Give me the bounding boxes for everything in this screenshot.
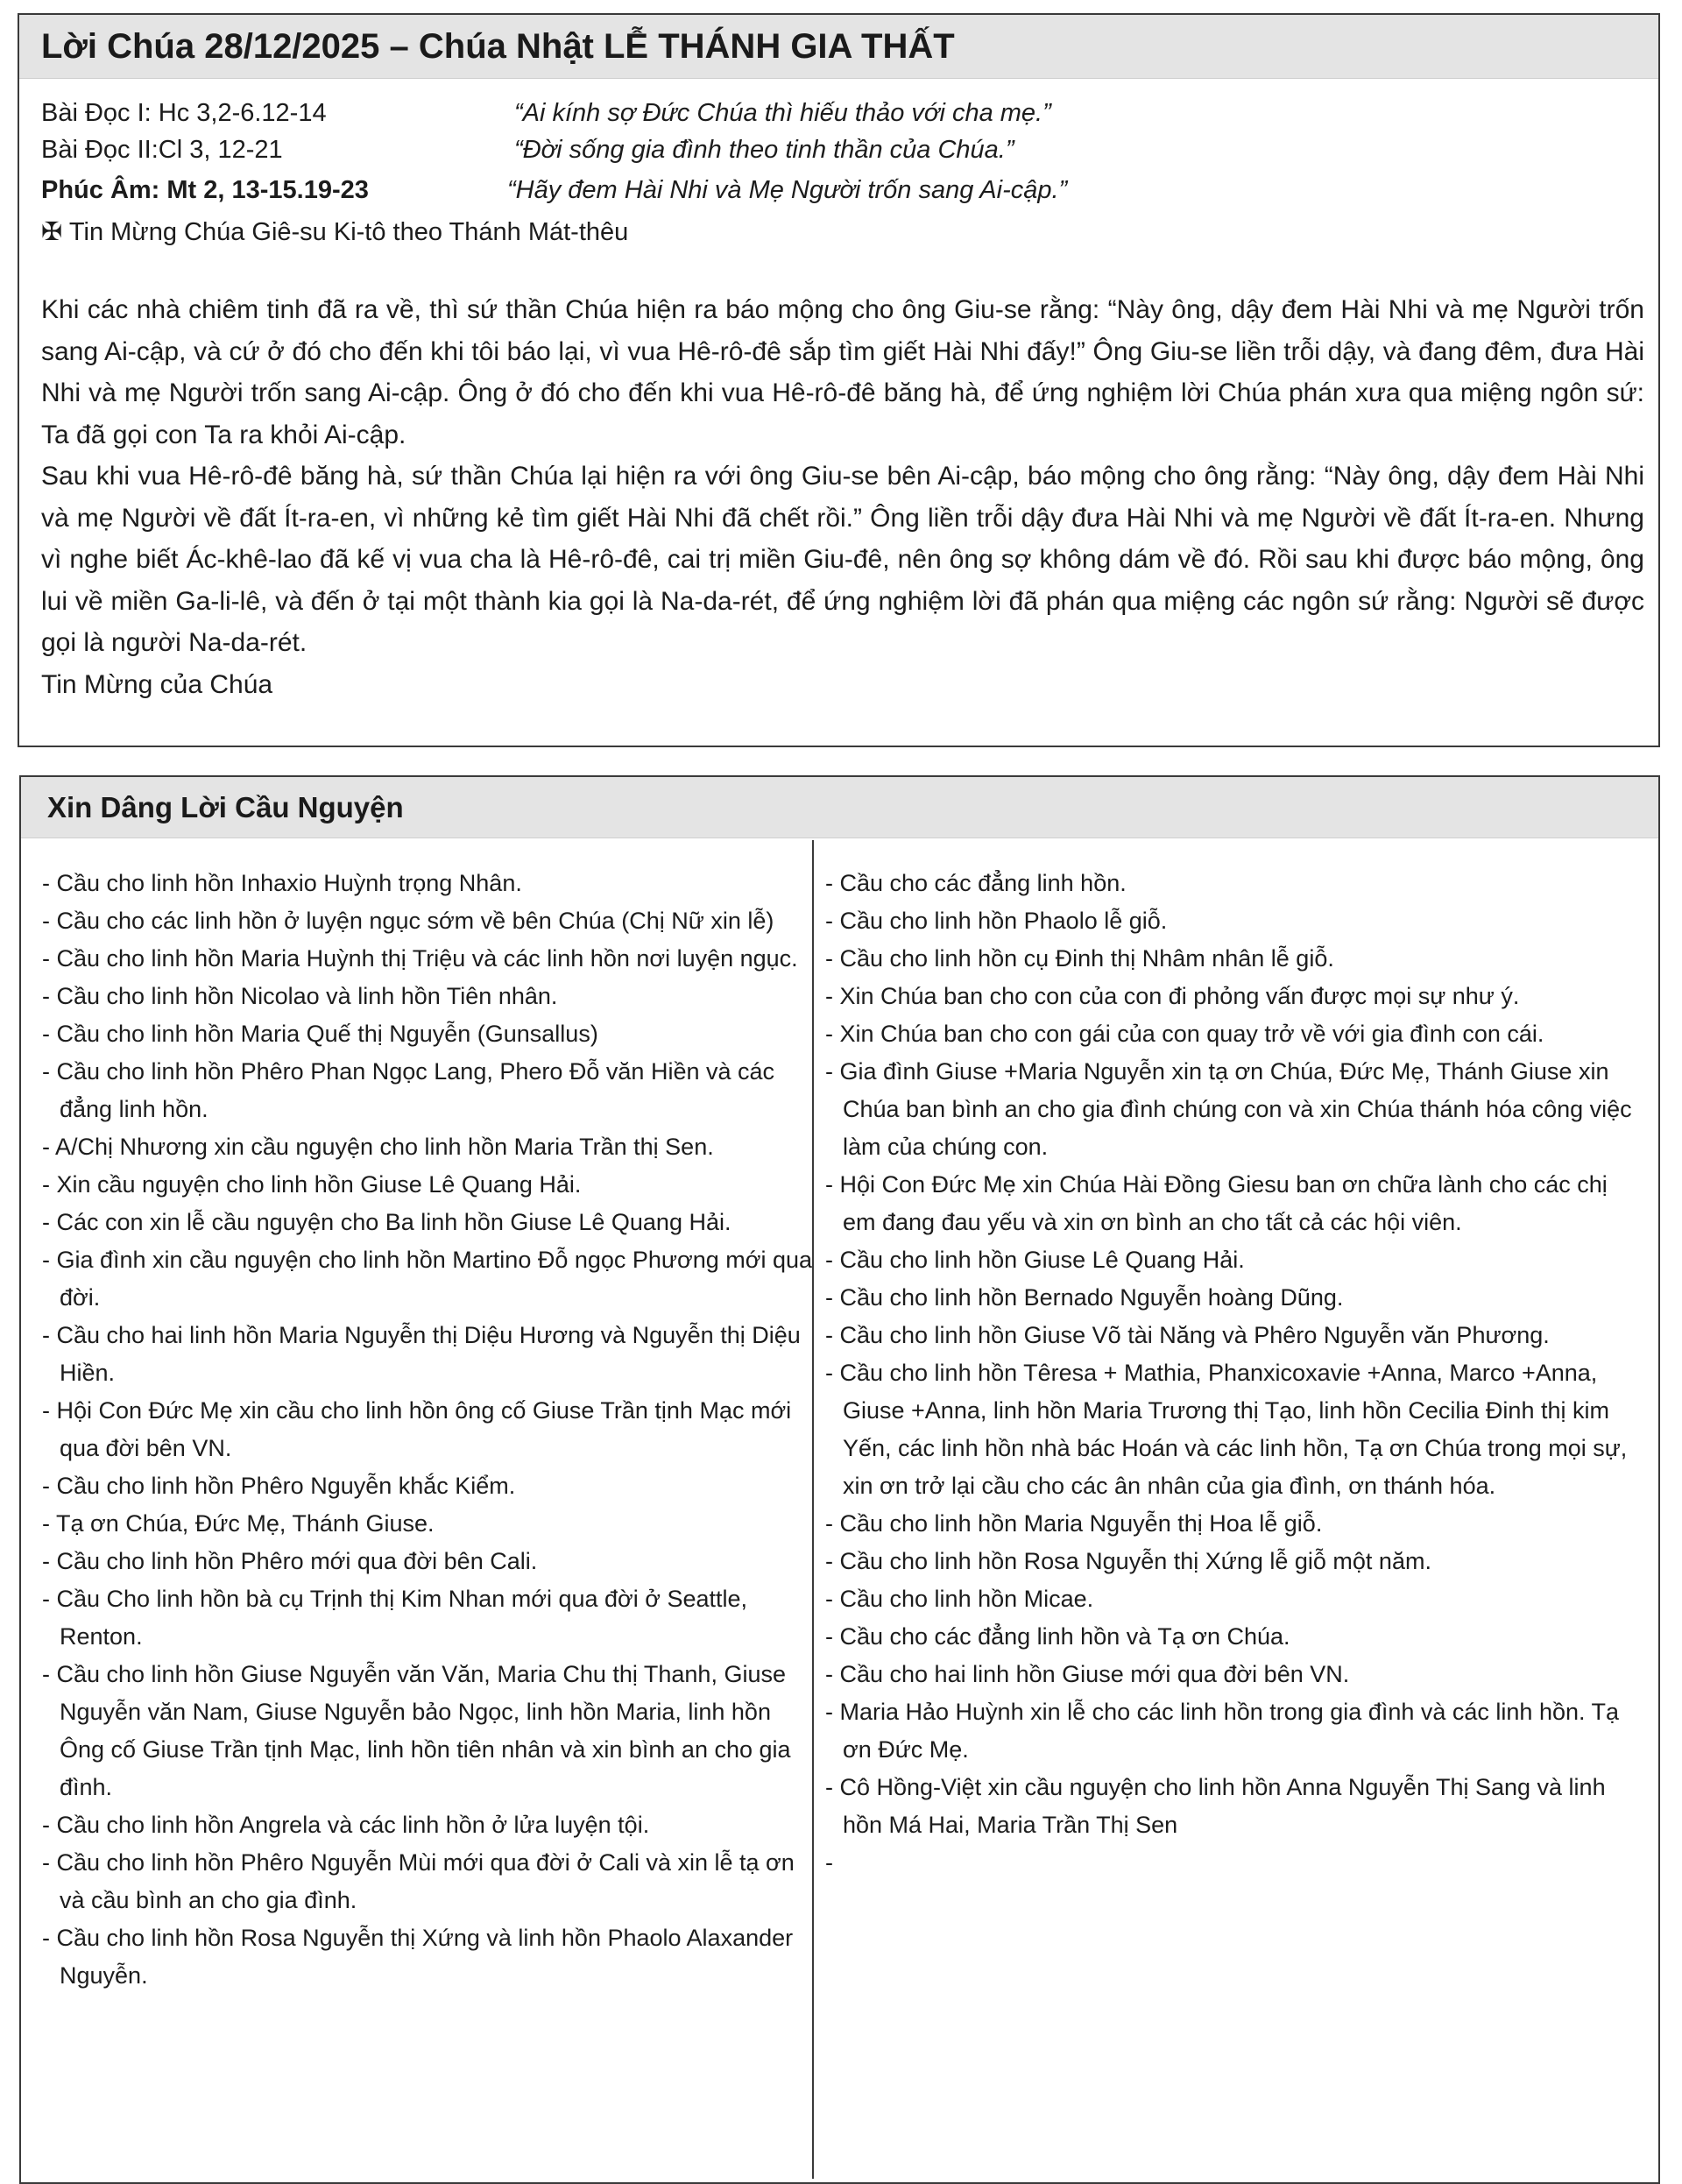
prayer-item: - A/Chị Nhương xin cầu nguyện cho linh hồn Maria Trần thị Sen. [42, 1134, 714, 1160]
reading-1-ref: Bài Đọc I: Hc 3,2-6.12-14 [41, 99, 327, 127]
prayer-item: - Cầu cho linh hồn Phêro Phan Ngọc Lang, Phero Đỗ văn Hiền và các đẳng linh hồn. [42, 1058, 775, 1122]
prayer-item: - Cầu cho linh hồn Rosa Nguyễn thị Xứng và linh hồn Phaolo Alaxander Nguyễn. [42, 1925, 794, 1989]
prayer-item: - Cầu cho linh hồn Nicolao và linh hồn Tiên nhân. [42, 983, 558, 1009]
prayer-item: - Cầu cho linh hồn cụ Đinh thị Nhâm nhân lễ giỗ. [825, 945, 1334, 972]
gospel-section [18, 13, 1660, 747]
prayer-item: - Cầu cho linh hồn Maria Huỳnh thị Triệu và các linh hồn nơi luyện ngục. [42, 945, 798, 972]
gospel-body [41, 289, 1644, 705]
prayer-header [21, 777, 1658, 838]
prayer-item: - Cầu cho linh hồn Phêro mới qua đời bên Cali. [42, 1548, 538, 1574]
prayer-item: - Cầu cho hai linh hồn Giuse mới qua đời bên VN. [825, 1661, 1350, 1687]
cross-icon: ✠ [41, 218, 63, 246]
prayer-item: - Cầu cho linh hồn Maria Quế thị Nguyễn (Gunsallus) [42, 1021, 598, 1047]
prayer-item: - Cầu cho linh hồn Maria Nguyễn thị Hoa lễ giỗ. [825, 1510, 1323, 1537]
prayer-item: - Cầu Cho linh hồn bà cụ Trịnh thị Kim Nhan mới qua đời ở Seattle, Renton. [42, 1586, 748, 1650]
prayer-item: - Cầu cho linh hồn Bernado Nguyễn hoàng Dũng. [825, 1284, 1344, 1311]
prayer-list-right [825, 865, 1640, 1882]
gospel-intro-line [41, 216, 628, 248]
prayer-list-left [42, 865, 813, 1995]
prayer-item: - Hội Con Đức Mẹ xin cầu cho linh hồn ông cố Giuse Trần tịnh Mạc mới qua đời bên VN. [42, 1397, 792, 1461]
prayer-item: - Cầu cho các đẳng linh hồn. [825, 870, 1127, 896]
prayer-item: - Cầu cho các linh hồn ở luyện ngục sớm về bên Chúa (Chị Nữ xin lễ) [42, 908, 774, 934]
prayer-item: - Cầu cho linh hồn Giuse Lê Quang Hải. [825, 1247, 1245, 1273]
prayer-item: - Gia đình xin cầu nguyện cho linh hồn Martino Đỗ ngọc Phương mới qua đời. [42, 1247, 812, 1311]
prayer-item: - Cầu cho linh hồn Micae. [825, 1586, 1094, 1612]
prayer-item: - Gia đình Giuse +Maria Nguyễn xin tạ ơn Chúa, Đức Mẹ, Thánh Giuse xin Chúa ban bình an cho gia đình chúng con và xin Chúa thánh hóa công việc làm của chúng con. [825, 1058, 1632, 1160]
reading-2-ref: Bài Đọc II:Cl 3, 12-21 [41, 136, 283, 164]
prayer-item: - Cầu cho linh hồn Phêro Nguyễn Mùi mới qua đời ở Cali và xin lễ tạ ơn và cầu bình an cho gia đình. [42, 1849, 795, 1913]
gospel-header [19, 15, 1658, 79]
prayer-item: - Cầu cho linh hồn Rosa Nguyễn thị Xứng lễ giỗ một năm. [825, 1548, 1431, 1574]
prayer-item: - Các con xin lễ cầu nguyện cho Ba linh hồn Giuse Lê Quang Hải. [42, 1209, 731, 1235]
gospel-intro-text: Tin Mừng Chúa Giê-su Ki-tô theo Thánh Mát-thêu [68, 218, 629, 246]
prayer-item: - Tạ ơn Chúa, Đức Mẹ, Thánh Giuse. [42, 1510, 435, 1537]
prayer-item: - Hội Con Đức Mẹ xin Chúa Hài Đồng Giesu ban ơn chữa lành cho các chị em đang đau yếu và xin ơn bình an cho tất cả các hội viên. [825, 1171, 1608, 1235]
prayer-item: - Cầu cho linh hồn Giuse Nguyễn văn Văn, Maria Chu thị Thanh, Giuse Nguyễn văn Nam, Giuse Nguyễn bảo Ngọc, linh hồn Maria, linh hồn Ông cố Giuse Trần tịnh Mạc, linh hồn tiên nhân và xin bình an cho gia đình. [42, 1661, 791, 1800]
prayer-item: - Cầu cho các đẳng linh hồn và Tạ ơn Chúa. [825, 1623, 1290, 1650]
prayer-item: - Xin Chúa ban cho con của con đi phỏng vấn được mọi sự như ý. [825, 983, 1520, 1009]
prayer-item: - Cầu cho linh hồn Phaolo lễ giỗ. [825, 908, 1168, 934]
prayer-item: - Cầu cho linh hồn Phêro Nguyễn khắc Kiểm. [42, 1473, 516, 1499]
prayer-item: - Cầu cho hai linh hồn Maria Nguyễn thị Diệu Hương và Nguyễn thị Diệu Hiền. [42, 1322, 801, 1386]
gospel-paragraph: Sau khi vua Hê-rô-đê băng hà, sứ thần Chúa lại hiện ra với ông Giu-se bên Ai-cập, báo mộng cho ông rằng: “Này ông, dậy đem Hài Nhi và mẹ Người về đất Ít-ra-en, vì những kẻ tìm giết Hài Nhi đã chết rồi.” Ông liền trỗi dậy đưa Hài Nhi và mẹ Người về đất Ít-ra-en. Nhưng vì nghe biết Ác-khê-lao đã kế vị vua cha là Hê-rô-đê, cai trị miền Giu-đê, nên ông sợ không dám về đó. Rồi sau khi được báo mộng, ông lui về miền Ga-li-lê, và đến ở tại một thành kia gọi là Na-da-rét, để ứng nghiệm lời đã phán qua miệng các ngôn sứ rằng: Người sẽ được gọi là người Na-da-rét. [41, 462, 1644, 657]
prayer-item: - Cô Hồng-Việt xin cầu nguyện cho linh hồn Anna Nguyễn Thị Sang và linh hồn Má Hai, Maria Trần Thị Sen [825, 1774, 1606, 1838]
gospel-title: Lời Chúa 28/12/2025 – Chúa Nhật LỄ THÁNH GIA THẤT [41, 27, 955, 66]
reading-1-quote: “Ai kính sợ Đức Chúa thì hiếu thảo với cha mẹ.” [514, 99, 1051, 127]
gospel-closing: Tin Mừng của Chúa [41, 669, 273, 699]
prayer-item: - [825, 1849, 833, 1876]
prayer-item: - Maria Hảo Huỳnh xin lễ cho các linh hồn trong gia đình và các linh hồn. Tạ ơn Đức Mẹ. [825, 1699, 1620, 1763]
prayer-item: - Cầu cho linh hồn Inhaxio Huỳnh trọng Nhân. [42, 870, 522, 896]
reading-2-quote: “Đời sống gia đình theo tinh thần của Chúa.” [514, 136, 1014, 164]
prayer-item: - Xin Chúa ban cho con gái của con quay trở về với gia đình con cái. [825, 1021, 1544, 1047]
prayer-item: - Cầu cho linh hồn Angrela và các linh hồn ở lửa luyện tội. [42, 1812, 650, 1838]
prayer-item: - Cầu cho linh hồn Giuse Võ tài Năng và Phêro Nguyễn văn Phương. [825, 1322, 1550, 1348]
prayer-item: - Xin cầu nguyện cho linh hồn Giuse Lê Quang Hải. [42, 1171, 582, 1198]
gospel-paragraph: Khi các nhà chiêm tinh đã ra về, thì sứ thần Chúa hiện ra báo mộng cho ông Giu-se rằng: “Này ông, dậy đem Hài Nhi và mẹ Người trốn sang Ai-cập, và cứ ở đó cho đến khi tôi báo lại, vì vua Hê-rô-đê sắp tìm giết Hài Nhi đấy!” Ông Giu-se liền trỗi dậy, và đang đêm, đưa Hài Nhi và mẹ Người trốn sang Ai-cập. Ông ở đó cho đến khi vua Hê-rô-đê băng hà, để ứng nghiệm lời Chúa phán xưa qua miệng ngôn sứ: Ta đã gọi con Ta ra khỏi Ai-cập. [41, 295, 1644, 449]
reading-gospel-quote: “Hãy đem Hài Nhi và Mẹ Người trốn sang Ai-cập.” [507, 176, 1068, 204]
reading-gospel-ref: Phúc Âm: Mt 2, 13-15.19-23 [41, 176, 369, 204]
prayer-title: Xin Dâng Lời Cầu Nguyện [47, 791, 404, 823]
prayer-item: - Cầu cho linh hồn Têresa + Mathia, Phanxicoxavie +Anna, Marco +Anna, Giuse +Anna, linh hồn Maria Trương thị Tạo, linh hồn Cecilia Đinh thị kim Yến, các linh hồn nhà bác Hoán và các linh hồn, Tạ ơn Chúa trong mọi sự, xin ơn trở lại cầu cho các ân nhân của gia đình, ơn thánh hóa. [825, 1360, 1628, 1499]
prayer-section [19, 775, 1660, 2184]
